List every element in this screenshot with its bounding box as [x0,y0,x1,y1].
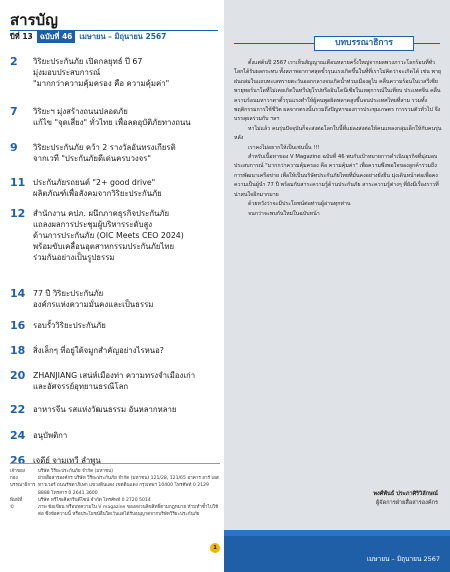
credits-block [10,463,220,518]
toc-page-number: 9 [10,141,18,154]
contents-column [0,0,224,572]
toc-entry-title [33,404,220,416]
footer-band [224,530,450,536]
toc-entry-line: "มากกว่าความคุ้มครอง คือ ความคุ้มค่า" [33,79,170,88]
editorial-column [213,0,450,572]
signature-block [373,490,438,508]
toc-page-number: 26 [10,454,26,467]
credit-row [10,475,220,497]
toc-entry-title [33,320,220,332]
toc-entry-title [33,106,220,128]
toc-entry-line: เจดีย์ จามเทวี ลำพูน [33,456,101,465]
issue-bar [10,30,218,43]
toc-entry-line: สำนักงาน คปภ. ผนึกภาคธุรกิจประกันภัย [33,209,170,218]
toc-entry-line: แก้ไข "จุดเสี่ยง" ทั่วไทย เพื่อลดอุบัติภัยทางถนน [33,118,191,127]
signer-title: ผู้จัดการฝ่ายสื่อสารองค์กร [376,500,438,506]
toc-entry-line: อนุบัพติกา [33,431,68,440]
page-number: 1 [210,543,220,553]
editorial-paragraph: เราคงไม่อยากให้เป็นเช่นนั้น !!! [248,144,320,151]
toc-item[interactable] [10,142,220,164]
toc-entry-line: แถลงผลการประชุมผู้บริหารระดับสูง [33,220,153,229]
signer-name: พงศ์พันธ์ ประภาศิริวิลักษณ์ [373,491,438,497]
toc-entry-title [33,345,220,357]
credit-row [10,504,220,518]
toc-entry-line: วิริยะประกันภัย คว้า 2 รางวัลอันทรงเกียรติ [33,143,176,152]
editorial-paragraph: หาไม่แล้ว คนรุ่นปัจจุบันก็จะส่งต่อโลกใบนี้ที่แย่ลงส่งต่อให้คนแหลงกลุ่มเด็กให้กับคนรุ่นหลัง [234,125,442,142]
toc-page-number: 22 [10,403,26,416]
toc-entry-title [33,430,220,442]
toc-entry-title [33,142,220,164]
editorial-paragraph: สำหรับเนื้อหาของ V Magazine ฉบับที่ 46 พบกับเป้าหมายการดำเนินธุรกิจที่มุ่งมอบประสบการณ์ "มากกว่าความคุ้มครอง คือ ความคุ้มค่า" เพื่อความพึงพอใจของลูกค้าร่วมถึงการพัฒนาเครือข่าย เพื่อให้เป็นบริษัทประกันภัยไทยที่มั่นคงอย่างยั่งยืน มุ่งเดินหน้าต่อเพื่อคงความเป็นผู้นำ 77 ปี พร้อมกับสาระความรู้ด้านประกันภัย สาระความรู้ต่างๆ ที่ยังมีเรื่องราวที่น่าสนใจอีกมากมาย [234,154,439,198]
toc-entry-line: ZHANJIANG เสน่ห์เมืองท่า ความทรงจำเมืองเก่า [33,371,196,380]
toc-item[interactable] [10,345,220,357]
toc-page-number: 16 [10,319,26,332]
toc-entry-line: อาหารจีน รสแห่งวัฒนธรรม อันหลากหลาย [33,405,177,414]
editorial-paragraph: ตั้งแต่ต้นปี 2567 เราเห็นสัญญาณเตือนหลายครั้งใหญ่จากผลพวงภาวะโลกร้อนที่ทั่วโลกได้รับผลกระทบ ทั้งสภาพอากาศสุดขั้วรุนแรงเกิดขึ้นในที่ที่เราไม่คิดว่าจะเกิดได้ เช่น พายุฝนถล่มในแถบทะเลทรายตะวันออกกลางจนเกิดน้ำท่วมเมืองดูไบ คลื่นความร้อนในเวสวีเซีย พายุทอร์นาโดที่ไม่เคยเกิดในทวีปยุโรปหรืออินโดนีเซียในเหตุการณ์ในเทียบ ประเทศจีน คลื่นความร้อนมหาวาตาตั้วรุนแรงทำให้ผู้คนพูดผิดพลาดสูงขึ้นจนประเทศไทยที่สาม รวมทั้งพฤติกรรมการใช้ชีวิต ผลจากตรงนั้นรวมถึงปัญหาของการประชุมเกษตร การรวมตัวทั่วไป จึงบรรลุผลร่วมกับ ฯลฯ [234,60,442,123]
credit-value: บริษัท วิริยะประกันภัย จำกัด (มหาชน) [38,469,114,474]
toc-entry-line: รอบรั้ววิริยะประกันภัย [33,321,106,330]
credit-value: บริษัท ทรีไซเคิลกรีนดีไซน์ จำกัด โทรศัพท์ 0 2720 5014 [38,497,151,503]
page-title: สารบัญ [10,11,58,29]
divider-line [234,43,314,44]
toc-item[interactable] [10,208,220,263]
toc-entry-line: ร่วมกันอย่างเป็นรูปธรรม [33,253,115,262]
toc-item[interactable] [10,177,220,199]
divider-line [414,43,440,44]
toc-entry-line: ด้านการประกันภัย (OIC Meets CEO 2024) [33,231,184,240]
credit-row [10,468,220,475]
toc-page-number: 12 [10,207,26,220]
editorial-body [234,59,442,219]
toc-item[interactable] [10,106,220,128]
toc-item[interactable] [10,288,220,310]
toc-entry-line: และอัศจรรย์อุทยานธรณีโลก [33,382,129,391]
credit-label: © [10,505,15,511]
toc-entry-line: ประกันภัยรถยนต์ "2+ good drive" [33,178,156,187]
footer-bar [224,530,450,572]
credit-label: กองบรรณาธิการ [10,476,36,489]
editorial-heading: บทบรรณาธิการ [314,36,414,51]
toc-entry-title [33,288,220,310]
toc-page-number: 20 [10,369,26,382]
toc-page-number: 18 [10,344,26,357]
issue-number-badge: ฉบับที่ 46 [37,31,76,43]
toc-page-number: 24 [10,429,26,442]
toc-item[interactable] [10,370,220,392]
toc-entry-title [33,56,220,89]
toc-entry-line: 77 ปี วิริยะประกันภัย [33,289,104,298]
credit-label: เจ้าของ [10,469,25,474]
toc-page-number: 7 [10,105,18,118]
toc-item[interactable] [10,320,220,332]
toc-entry-title [33,370,220,392]
toc-page-number: 11 [10,176,26,189]
credit-label: พิมพ์ที่ [10,497,23,503]
toc-item[interactable] [10,56,220,89]
credit-value: ภาพ ข้อเขียน หรือบทความใน V magazine ของสงวนลิขสิทธิ์ตามกฎหมาย ห้ามทำซ้ำไปใช้ต่อ ซึ่งข้อความนี้ หรือประโยชน์อื่นใดเว้นแต่ได้รับอนุญาตจากบริษัทวิริยะประกันภัย [38,505,219,518]
toc-entry-line: วิริยะฯ มุ่งสร้างถนนปลอดภัย [33,107,128,116]
toc-page-number: 2 [10,55,18,68]
editorial-paragraph: ด้วยหวังว่าจะมีประโยชน์ต่อท่านผู้อ่านทุกท่าน [248,201,351,208]
toc-entry-line: สิ่งเล็กๆ ที่อยู่ใต้จมูกสำคัญอย่างไรหนอ? [33,346,164,355]
toc-entry-title [33,208,220,263]
toc-entry-line: วิริยะประกันภัย เปิดกลยุทธ์ ปี 67 [33,57,143,66]
toc-item[interactable] [10,404,220,416]
toc-entry-line: จากเวที "ประกันภัยดีเด่นครบวงจร" [33,154,152,163]
issue-date: เมษายน – มิถุนายน 2567 [79,32,167,41]
credit-row [10,497,220,504]
toc-item[interactable] [10,430,220,442]
footer-date: เมษายน – มิถุนายน 2567 [366,555,440,563]
toc-page-number: 14 [10,287,26,300]
toc-entry-line: พร้อมขับเคลื่อนอุตสาหกรรมประกันภัยไทย [33,242,175,251]
toc-entry-line: องค์กรแห่งความมั่นคงและเป็นธรรม [33,300,154,309]
toc-entry-title [33,177,220,199]
editorial-paragraph: จนกว่าจะพบกันใหม่ในฉบับหน้า [248,210,320,217]
toc-entry-line: ผลิตภัณฑ์เพื่อสังคมจากวิริยะประกันภัย [33,189,162,198]
issue-volume: ปีที่ 13 [10,32,33,41]
credit-value: ฝ่ายสื่อสารองค์กร บริษัท วิริยะประกันภัย จำกัด (มหาชน) 121/28, 121/65 อาคาร อาร์ เอส ทาวเวอร์ ถนนรัชดาภิเษก แขวงดินแดง เขตดินแดง กรุงเทพฯ 10400 โทรศัพท์ 0 2129 8888 โทรสาร 0 2641 3600 [38,476,219,496]
toc-entry-line: มุ่งมอบประสบการณ์ [33,68,101,77]
